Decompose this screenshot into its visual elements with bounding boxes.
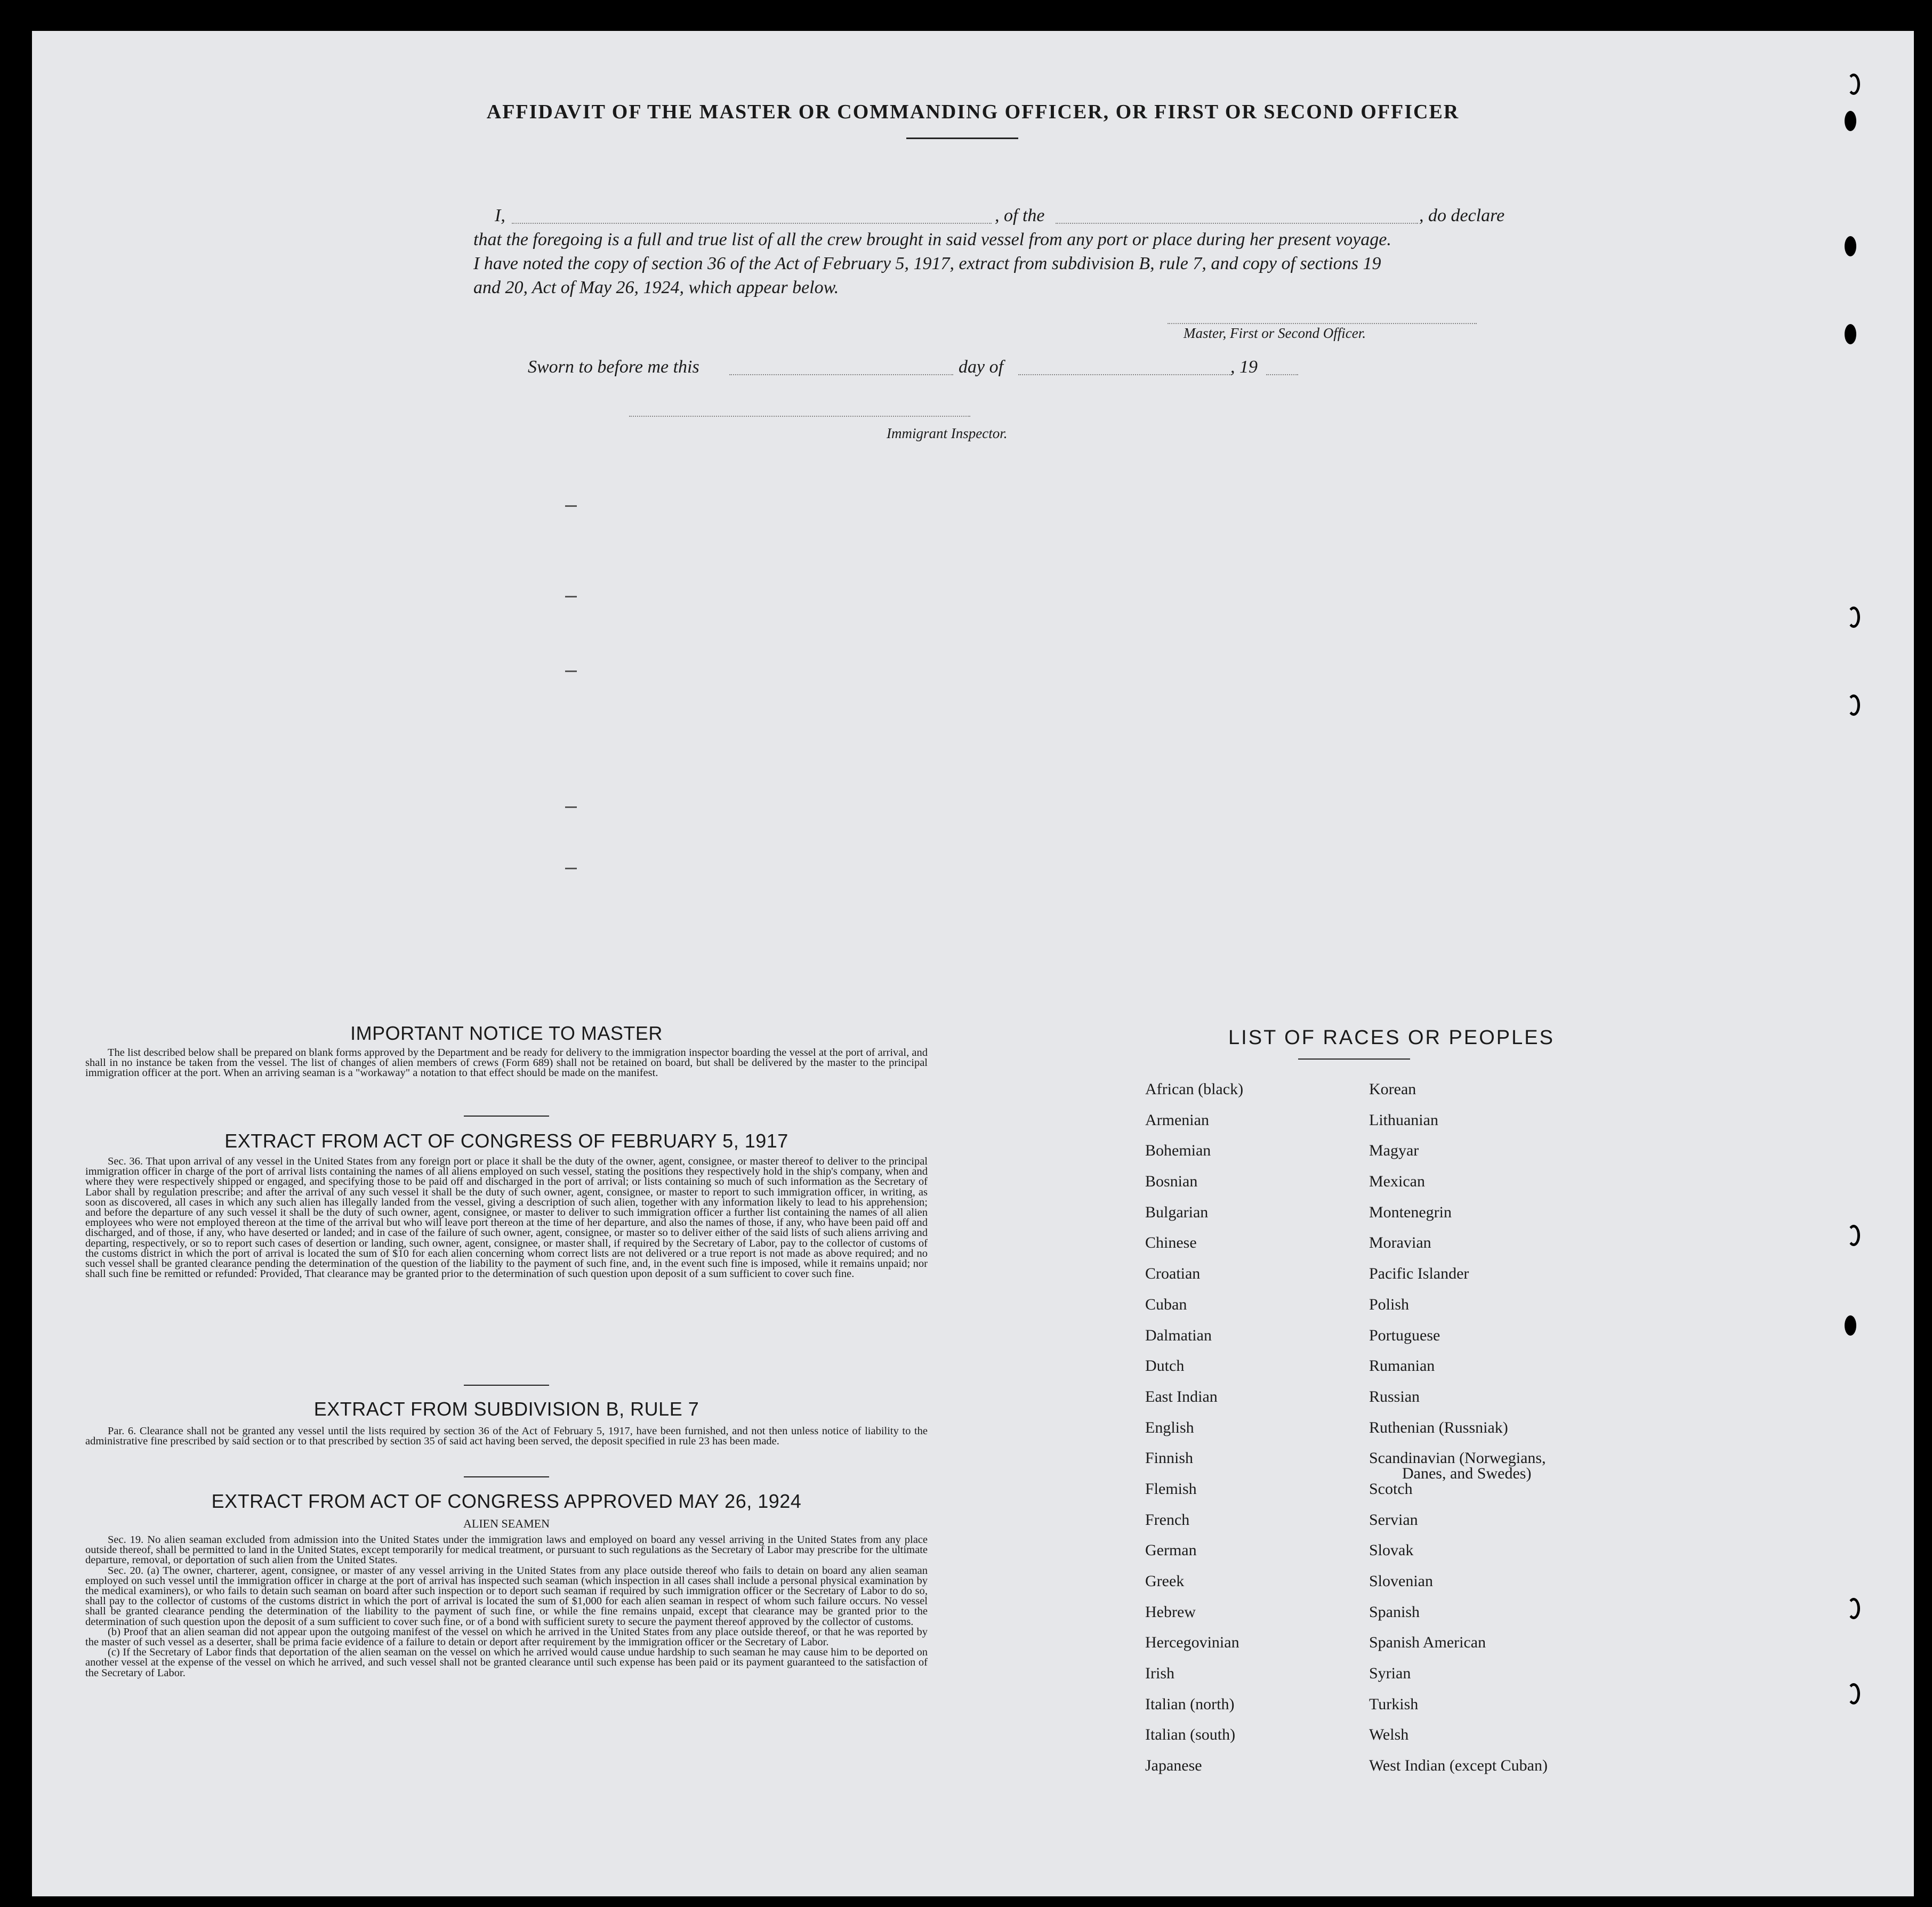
sworn-year-label: , 19: [1230, 357, 1258, 377]
race-item: Lithuanian: [1369, 1111, 1438, 1129]
extract-1917-paragraph: Sec. 36. That upon arrival of any vessel in the United States from any foreign port or place it shall be the duty of the owner, agent, consignee, or master thereof to deliver to the principal immigration officer in charge of the port of arrival lists containing the names of all aliens employed on such vessel, stating the positions they respectively hold in the ship's company, when and where they were respectively shipped or engaged, and specifying those to be paid off and discharged in the port of arrival; or lists containing so much of such information as the Secretary of Labor shall by regulation prescribe; and after the arrival of any such vessel it shall be the duty of such owner, agent, consignee, or master to report to such immigration officer, in writing, as soon as discovered, all cases in which any such alien has illegally landed from the vessel, giving a description of such alien, together with any information likely to lead to his apprehension; and before the departure of any such vessel it shall be the duty of such owner, agent, consignee, or master to deliver to such immigration officer a further list containing the names of all alien employees who were not employed thereon at the time of the arrival but who will leave port thereon at the time of her departure, and also the names of those, if any, who have been paid off and discharged, and of those, if any, who have deserted or landed; and in case of the failure of such owner, agent, consignee, or master so to deliver either of the said lists of such aliens arriving and departing, respectively, or so to report such cases of desertion or landing, such owner, agent, consignee, or master shall, if required by the Secretary of Labor, pay to the collector of customs of the customs district in which the port of arrival is located the sum of $10 for each alien concerning whom correct lists are not delivered or a true report is not made as above required; and no such vessel shall be granted clearance pending the determination of the question of the liability to the payment of such fine, and, in the event such fine is imposed, while it remains unpaid; nor shall such fine be remitted or refunded: Provided, That clearance may be granted prior to the determination of such question upon deposit of a sum sufficient to cover such fine.: [85, 1155, 928, 1280]
extract-1917-title: EXTRACT FROM ACT OF CONGRESS OF FEBRUARY 5, 1917: [224, 1130, 788, 1152]
binder-hole-icon: [1847, 1598, 1860, 1619]
extract-1924-body: [85, 1535, 928, 1678]
race-item: Welsh: [1369, 1726, 1409, 1744]
notice-body: [85, 1048, 928, 1079]
race-item: Slovak: [1369, 1541, 1414, 1559]
inspector-signature-blank: [629, 416, 970, 417]
binder-hole-icon: [1847, 1683, 1860, 1704]
bleed-mark: [565, 806, 577, 808]
race-item: Moravian: [1369, 1234, 1431, 1252]
section-divider: [464, 1116, 549, 1117]
declarant-name-blank: [512, 223, 992, 224]
scandinavian-continuation: Danes, and Swedes): [1402, 1465, 1532, 1482]
notice-paragraph: The list described below shall be prepared on blank forms approved by the Department and be ready for delivery to the immigration inspector boarding the vessel at the port of arrival, and shall in no instance be taken from the vessel. The list of changes of alien members of crews (Form 689) shall not be retained on board, but shall be delivered by the master to the principal immigration officer at the port. When an arriving seaman is a "workaway" a notation to that effect should be made on the manifest.: [85, 1047, 928, 1079]
race-item: Irish: [1145, 1664, 1174, 1683]
race-item: Bohemian: [1145, 1142, 1211, 1160]
section-divider: [464, 1385, 549, 1386]
binder-hole-icon: [1847, 607, 1860, 628]
binder-hole-icon: [1845, 111, 1856, 131]
race-item: Flemish: [1145, 1480, 1197, 1498]
bleed-mark: [565, 596, 577, 597]
bleed-mark: [565, 505, 577, 507]
race-item: English: [1145, 1418, 1194, 1436]
extract-rule7-body: [85, 1426, 928, 1447]
race-item: Cuban: [1145, 1295, 1187, 1313]
race-item: Dutch: [1145, 1357, 1185, 1375]
race-item: Turkish: [1369, 1695, 1419, 1713]
sworn-month-blank: [1018, 374, 1231, 375]
race-item: Rumanian: [1369, 1357, 1435, 1375]
race-item: Italian (south): [1145, 1726, 1236, 1744]
binder-hole-icon: [1847, 1225, 1860, 1246]
do-declare-label: , do declare: [1419, 206, 1505, 225]
race-item: Korean: [1369, 1080, 1416, 1098]
race-item: Servian: [1369, 1510, 1418, 1529]
race-item: Greek: [1145, 1572, 1185, 1590]
master-signature-label: Master, First or Second Officer.: [1184, 325, 1366, 341]
race-item: German: [1145, 1541, 1197, 1559]
race-item: Scandinavian (Norwegians,: [1369, 1449, 1546, 1467]
race-item: Montenegrin: [1369, 1203, 1452, 1221]
master-signature-blank: [1168, 323, 1477, 324]
race-item: East Indian: [1145, 1387, 1218, 1405]
race-item: Hebrew: [1145, 1603, 1196, 1621]
race-item: Mexican: [1369, 1173, 1425, 1191]
section-20c-paragraph: (c) If the Secretary of Labor finds that deportation of the alien seaman on the vessel on which he arrived would cause undue hardship to such seaman he may cause him to be deported on another vessel at the expense of the vessel on which he arrived, and such vessel shall not be granted clearance until such expense has been paid or its payment guaranteed to the satisfaction of the Secretary of Labor.: [85, 1646, 928, 1679]
race-item: Magyar: [1369, 1142, 1419, 1160]
race-item: Italian (north): [1145, 1695, 1235, 1713]
section-20b-paragraph: (b) Proof that an alien seaman did not appear upon the outgoing manifest of the vessel on which he arrived in the United States from any place outside thereof, or that he was reported by the master of such vessel as a deserter, shall be prima facie evidence of a failure to detain or deport after requirement by the immigration officer or the Secretary of Labor.: [85, 1626, 928, 1649]
race-item: French: [1145, 1510, 1190, 1529]
race-item: Chinese: [1145, 1234, 1197, 1252]
race-item: Armenian: [1145, 1111, 1209, 1129]
binder-hole-icon: [1847, 74, 1860, 95]
sworn-day-label: day of: [959, 357, 1004, 377]
races-right-column: [1369, 1081, 1548, 1788]
extract-1924-title: EXTRACT FROM ACT OF CONGRESS APPROVED MAY 26, 1924: [211, 1490, 802, 1512]
bleed-mark: [565, 670, 577, 672]
binder-hole-icon: [1845, 1315, 1856, 1336]
extract-rule7-title: EXTRACT FROM SUBDIVISION B, RULE 7: [313, 1398, 699, 1420]
races-title: LIST OF RACES OR PEOPLES: [1228, 1027, 1555, 1049]
race-item: Croatian: [1145, 1265, 1201, 1283]
sworn-year-blank: [1266, 374, 1298, 375]
affidavit-title: AFFIDAVIT OF THE MASTER OR COMMANDING OFFICER, OR FIRST OR SECOND OFFICER: [486, 101, 1460, 123]
race-item: Polish: [1369, 1295, 1410, 1313]
extract-1917-body: [85, 1157, 928, 1279]
inspector-signature-label: Immigrant Inspector.: [887, 425, 1008, 441]
race-item: Dalmatian: [1145, 1326, 1212, 1344]
of-the-label: , of the: [995, 206, 1045, 225]
affidavit-line-2: that the foregoing is a full and true list of all the crew brought in said vessel from any port or place during her present voyage.: [473, 230, 1391, 249]
affidavit-line-4: and 20, Act of May 26, 1924, which appear below.: [473, 278, 839, 297]
race-item: Japanese: [1145, 1757, 1202, 1775]
vessel-name-blank: [1056, 223, 1418, 224]
section-20a-paragraph: Sec. 20. (a) The owner, charterer, agent, consignee, or master of any vessel arriving in the United States from any place outside thereof who fails to detain on board any alien seaman employed on such vessel until the immigration officer in charge at the port of arrival has inspected such seaman (which inspection in all cases shall include a personal physical examination by the medical examiners), or who fails to detain such seaman on board after such inspection or to deport such seaman if required by such immigration officer or the Secretary of Labor to do so, shall pay to the collector of customs of the customs district in which the port of arrival is located the sum of $1,000 for each alien seaman in respect of whom such failure occurs. No vessel shall be granted clearance pending the determination of the liability to the payment of such fine, or while the fine remains unpaid, except that clearance may be granted prior to the determination of such question upon the deposit of a sum sufficient to cover such fine, or of a bond with sufficient surety to secure the payment thereof approved by the collector of customs.: [85, 1564, 928, 1628]
race-item: Spanish American: [1369, 1634, 1486, 1652]
races-left-column: [1145, 1081, 1243, 1788]
extract-rule7-paragraph: Par. 6. Clearance shall not be granted any vessel until the lists required by section 36 of the Act of February 5, 1917, have been furnished, and not then unless notice of liability to the administrative fine prescribed by said section or to that prescribed by section 35 of said act having been served, the deposit specified in rule 23 has been made.: [85, 1425, 928, 1448]
section-divider: [464, 1476, 549, 1477]
race-item: African (black): [1145, 1080, 1244, 1098]
binder-hole-icon: [1845, 236, 1856, 256]
race-item: Hercegovinian: [1145, 1634, 1239, 1652]
races-title-underline: [1298, 1058, 1410, 1060]
race-item: Pacific Islander: [1369, 1265, 1469, 1283]
race-item: Syrian: [1369, 1664, 1411, 1683]
sworn-prefix: Sworn to before me this: [528, 357, 699, 377]
title-underline: [906, 138, 1018, 139]
race-item: Russian: [1369, 1387, 1420, 1405]
race-item: Spanish: [1369, 1603, 1420, 1621]
binder-hole-icon: [1847, 694, 1860, 716]
section-19-paragraph: Sec. 19. No alien seaman excluded from admission into the United States under the immigration laws and employed on board any vessel arriving in the United States from any place outside thereof, shall be permitted to land in the United States, except temporarily for medical treatment, or pursuant to such regulations as the Secretary of Labor may prescribe for the ultimate departure, removal, or deportation of such alien from the United States.: [85, 1534, 928, 1566]
notice-title: IMPORTANT NOTICE TO MASTER: [350, 1022, 663, 1044]
declarant-prefix: I,: [495, 206, 505, 225]
sworn-day-blank: [729, 374, 953, 375]
bleed-mark: [565, 868, 577, 869]
race-item: Finnish: [1145, 1449, 1194, 1467]
binder-hole-icon: [1845, 324, 1856, 344]
document-page: [32, 31, 1914, 1896]
race-item: Slovenian: [1369, 1572, 1433, 1590]
race-item: West Indian (except Cuban): [1369, 1757, 1548, 1775]
race-item: Scotch: [1369, 1480, 1413, 1498]
race-item: Bulgarian: [1145, 1203, 1209, 1221]
race-item: Ruthenian (Russniak): [1369, 1418, 1508, 1436]
extract-1924-subtitle: ALIEN SEAMEN: [463, 1517, 550, 1530]
race-item: Portuguese: [1369, 1326, 1440, 1344]
affidavit-line-3: I have noted the copy of section 36 of the Act of February 5, 1917, extract from subdivision B, rule 7, and copy of sections 19: [473, 254, 1381, 273]
race-item: Bosnian: [1145, 1173, 1198, 1191]
